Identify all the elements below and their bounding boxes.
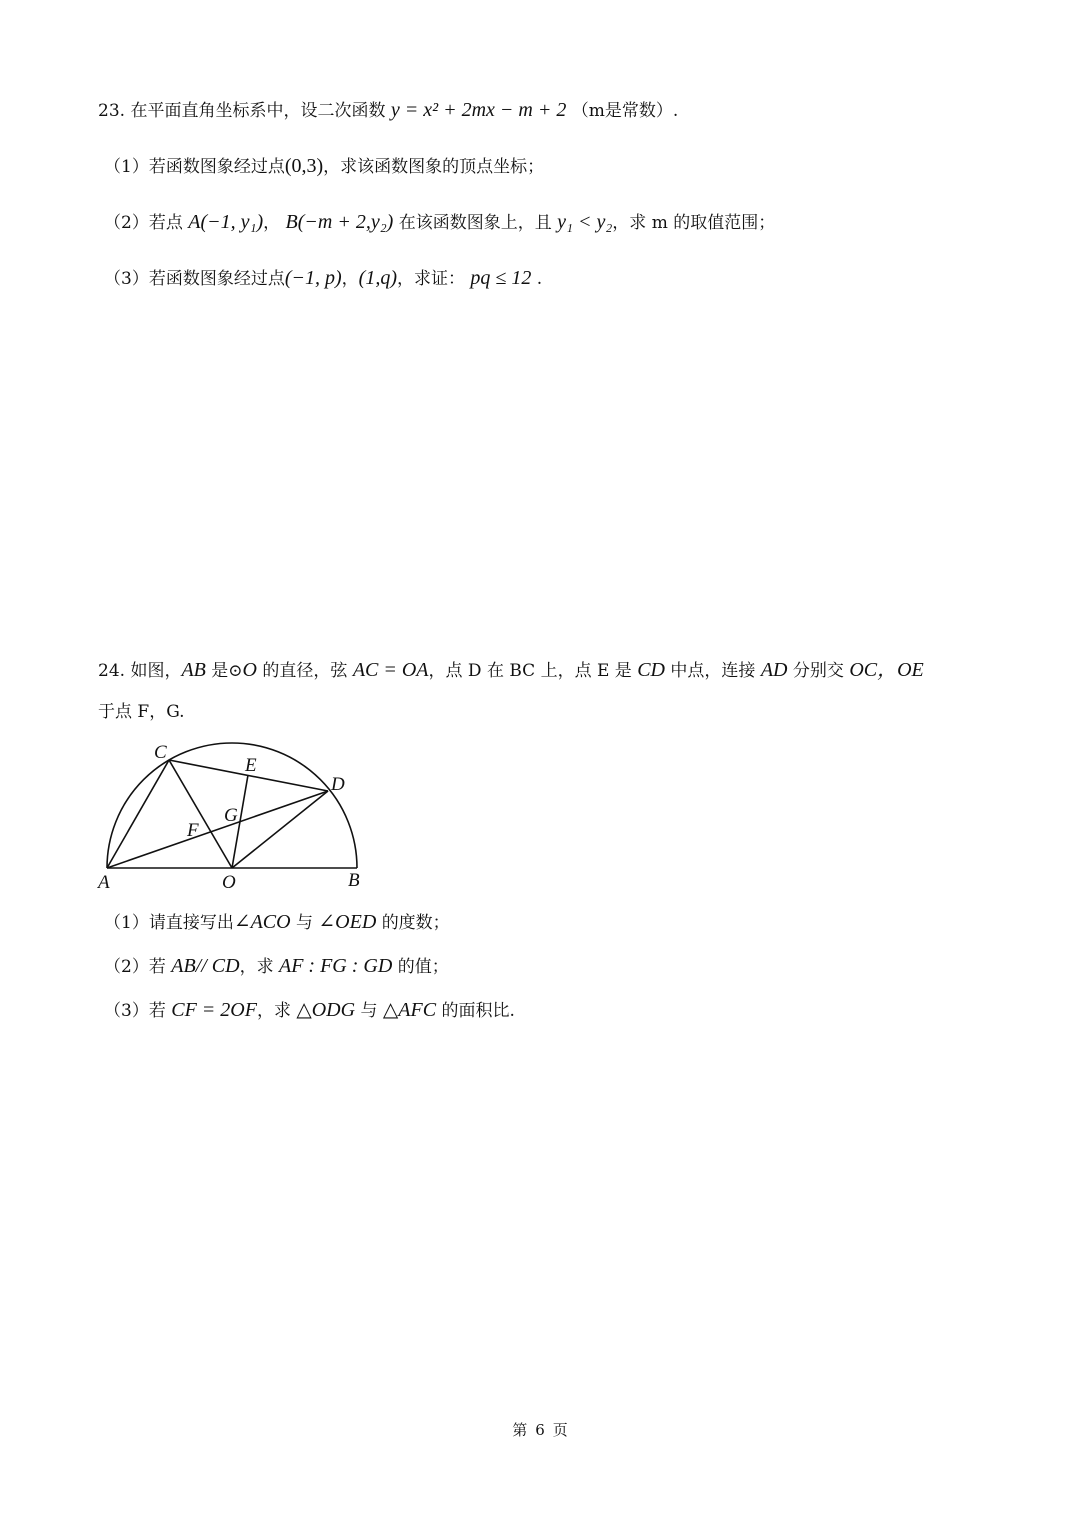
q24-title-b: 是⊙ xyxy=(211,661,243,681)
segment-ad xyxy=(107,791,328,868)
q24-title-cd: CD xyxy=(637,659,666,681)
q24-part3-rest: 的面积比. xyxy=(441,1001,515,1021)
label-b: B xyxy=(348,870,360,891)
q24-part3-with: 与 xyxy=(360,1001,378,1021)
q23-part3-point1: (−1, p) xyxy=(284,267,342,289)
label-e: E xyxy=(245,755,257,776)
q23-part2-rest: ，求 m 的取值范围； xyxy=(612,213,776,233)
q24-part3-cond: CF = 2OF xyxy=(171,999,257,1021)
q23-part3-end: . xyxy=(536,269,543,289)
q23-part1-point: (0,3) xyxy=(284,155,324,177)
q23-part2-mid: 在该函数图象上，且 xyxy=(398,213,552,233)
q24-part1-mid: 与 xyxy=(296,913,313,933)
q23-part2-point-a: A(−1, y₁) xyxy=(188,211,264,233)
q24-part2-mid: ，求 xyxy=(239,957,274,977)
label-o: O xyxy=(222,872,236,893)
q23-part3-sep: ， xyxy=(341,269,359,289)
q24-title-oc: OC，OE xyxy=(849,659,924,681)
segment-ac xyxy=(107,760,169,868)
q23-title-note: （m是常数）. xyxy=(571,101,679,121)
label-a: A xyxy=(98,872,110,893)
q24-title-eq: AC = OA xyxy=(352,659,429,681)
q24-title-a: 24. 如图， xyxy=(98,661,182,681)
q24-title-ad: AD xyxy=(760,659,788,681)
q24-part2-cond: AB// CD xyxy=(171,955,240,977)
label-d: D xyxy=(331,774,345,795)
q23-title xyxy=(98,100,678,120)
q23-part3-point2: (1,q) xyxy=(358,267,397,289)
q24-part2-ratio: AF : FG : GD xyxy=(278,955,393,977)
q23-part1 xyxy=(104,156,544,176)
q23-part2-cond: y₁ < y₂ xyxy=(557,211,613,233)
q24-title-d: ，点 D 在 BC 上，点 E 是 xyxy=(428,661,632,681)
q24-part2-label: （2）若 xyxy=(104,957,166,977)
q23-part1-label: （1）若函数图象经过点 xyxy=(104,157,285,177)
q24-title-e: 中点，连接 xyxy=(670,661,756,681)
footer-prefix: 第 xyxy=(512,1421,528,1439)
q24-part3 xyxy=(104,1000,515,1020)
label-f: F xyxy=(187,820,199,841)
q23-part3 xyxy=(104,268,542,288)
q24-title-ab: AB xyxy=(181,659,206,681)
q24-title-line2: 于点 F，G. xyxy=(98,702,185,722)
q24-part1-angle2: ∠OED xyxy=(318,911,377,933)
q23-title-prefix: 23. 在平面直角坐标系中，设二次函数 xyxy=(98,101,386,121)
q24-part3-mid: ，求 xyxy=(256,1001,291,1021)
label-c: C xyxy=(154,742,167,763)
page-footer xyxy=(0,1419,1080,1440)
segment-oc xyxy=(169,760,232,868)
q24-part1 xyxy=(104,912,450,932)
q24-part3-triangle2: △AFC xyxy=(382,999,437,1021)
q24-part3-label: （3）若 xyxy=(104,1001,166,1021)
q24-title-o: O xyxy=(242,659,257,681)
q24-part1-angle1: ∠ACO xyxy=(233,911,291,933)
segment-od xyxy=(232,791,328,868)
q23-function-expr: y = x² + 2mx − m + 2 xyxy=(390,99,567,121)
q23-part2 xyxy=(104,212,775,232)
q24-part2-rest: 的值； xyxy=(397,957,449,977)
q24-part1-rest: 的度数； xyxy=(381,913,450,933)
footer-suffix: 页 xyxy=(552,1421,568,1439)
q23-part2-label: （2）若点 xyxy=(104,213,183,233)
q23-part3-mid: ，求证： xyxy=(396,269,465,289)
q24-title-f: 分别交 xyxy=(792,661,844,681)
q23-part2-sep: ， xyxy=(263,213,281,233)
q24-title-c: 的直径，弦 xyxy=(262,661,348,681)
q24-part3-triangle1: △ODG xyxy=(296,999,356,1021)
q24-title xyxy=(98,660,924,680)
q23-part3-label: （3）若函数图象经过点 xyxy=(104,269,285,289)
q24-part2 xyxy=(104,956,449,976)
label-g: G xyxy=(224,805,238,826)
q24-part1-label: （1）请直接写出 xyxy=(104,913,234,933)
semicircle-figure xyxy=(95,738,385,898)
q23-part1-rest: ，求该函数图象的顶点坐标； xyxy=(323,157,545,177)
page-number: 6 xyxy=(535,1421,545,1439)
q23-part2-point-b: B(−m + 2,y₂) xyxy=(285,211,394,233)
q23-part3-claim: pq ≤ 12 xyxy=(470,267,532,289)
